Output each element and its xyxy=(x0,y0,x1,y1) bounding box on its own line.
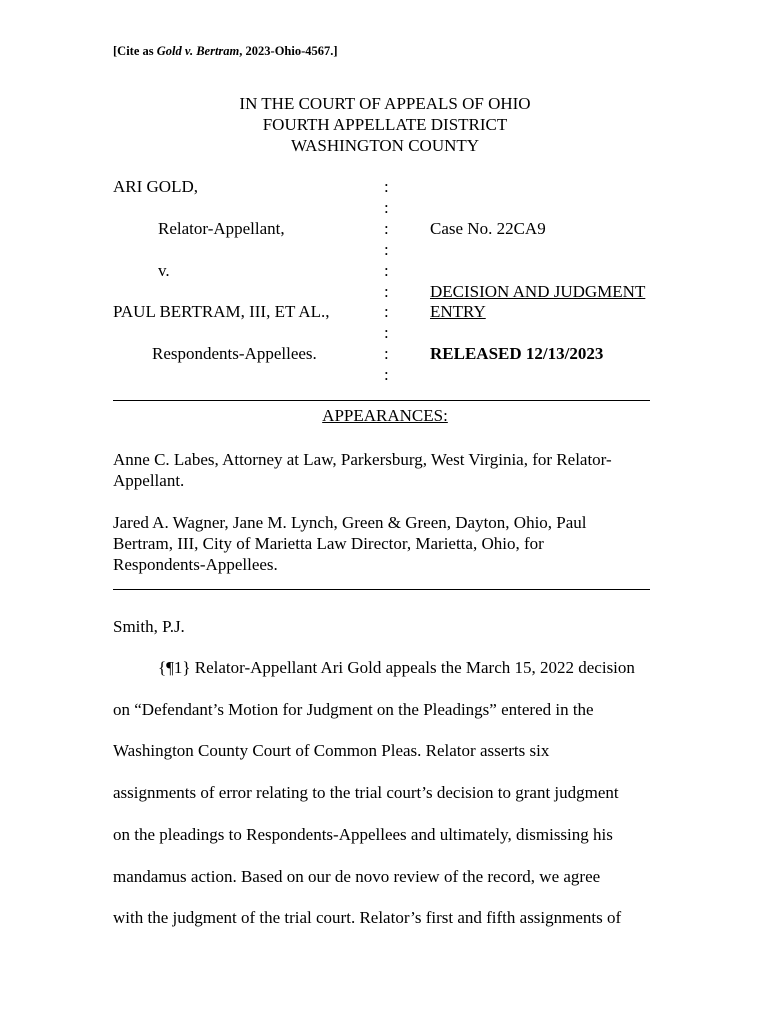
relator-role: Relator-Appellant, xyxy=(158,219,285,238)
caption-colon: : xyxy=(384,323,389,342)
citation-prefix: [Cite as xyxy=(113,44,157,58)
relator-name: ARI GOLD, xyxy=(113,177,198,196)
caption-colon: : xyxy=(384,219,389,238)
counsel-respondents-line: Jared A. Wagner, Jane M. Lynch, Green & Green, Dayton, Ohio, Paul xyxy=(113,513,587,532)
respondent-name: PAUL BERTRAM, III, ET AL., xyxy=(113,302,330,321)
opinion-line: Washington County Court of Common Pleas. Relator asserts six xyxy=(113,741,550,760)
caption-colon: : xyxy=(384,282,389,301)
counsel-relator-line: Appellant. xyxy=(113,471,185,490)
respondent-role: Respondents-Appellees. xyxy=(152,344,317,363)
opinion-line: with the judgment of the trial court. Relator’s first and fifth assignments of xyxy=(113,908,622,927)
citation-header xyxy=(113,44,338,59)
caption-colon: : xyxy=(384,177,389,196)
opinion-author: Smith, P.J. xyxy=(113,617,185,636)
appearances-heading: APPEARANCES: xyxy=(322,406,448,425)
citation-case-name: Gold v. Bertram xyxy=(156,44,240,58)
court-name: IN THE COURT OF APPEALS OF OHIO xyxy=(239,94,531,113)
caption-colon: : xyxy=(384,365,389,384)
counsel-respondents-line: Bertram, III, City of Marietta Law Director, Marietta, Ohio, for xyxy=(113,534,544,553)
citation-suffix: , 2023-Ohio-4567.] xyxy=(239,44,338,58)
caption-colon: : xyxy=(384,198,389,217)
case-number: Case No. 22CA9 xyxy=(430,219,546,238)
caption-colon: : xyxy=(384,344,389,363)
counsel-respondents xyxy=(113,512,658,575)
opinion-line: {¶1} Relator-Appellant Ari Gold appeals the March 15, 2022 decision xyxy=(158,658,635,677)
caption-colon: : xyxy=(384,302,389,321)
divider-top xyxy=(113,400,650,401)
counsel-relator xyxy=(113,449,658,491)
opinion-line: on “Defendant’s Motion for Judgment on the Pleadings” entered in the xyxy=(113,700,594,719)
caption-colon: : xyxy=(384,261,389,280)
opinion-line: on the pleadings to Respondents-Appellees and ultimately, dismissing his xyxy=(113,825,613,844)
divider-bottom xyxy=(113,589,650,590)
court-county: WASHINGTON COUNTY xyxy=(290,136,480,155)
entry-title-line1: DECISION AND JUDGMENT xyxy=(430,282,646,301)
release-date: RELEASED 12/13/2023 xyxy=(430,344,604,363)
court-heading xyxy=(0,93,770,156)
court-district: FOURTH APPELLATE DISTRICT xyxy=(262,115,508,134)
versus-label: v. xyxy=(158,261,170,280)
opinion-line: assignments of error relating to the trial court’s decision to grant judgment xyxy=(113,783,619,802)
caption-colon: : xyxy=(384,240,389,259)
entry-title-line2: ENTRY xyxy=(430,302,486,321)
opinion-line: mandamus action. Based on our de novo review of the record, we agree xyxy=(113,867,601,886)
counsel-respondents-line: Respondents-Appellees. xyxy=(113,555,278,574)
counsel-relator-line: Anne C. Labes, Attorney at Law, Parkersburg, West Virginia, for Relator- xyxy=(113,450,612,469)
